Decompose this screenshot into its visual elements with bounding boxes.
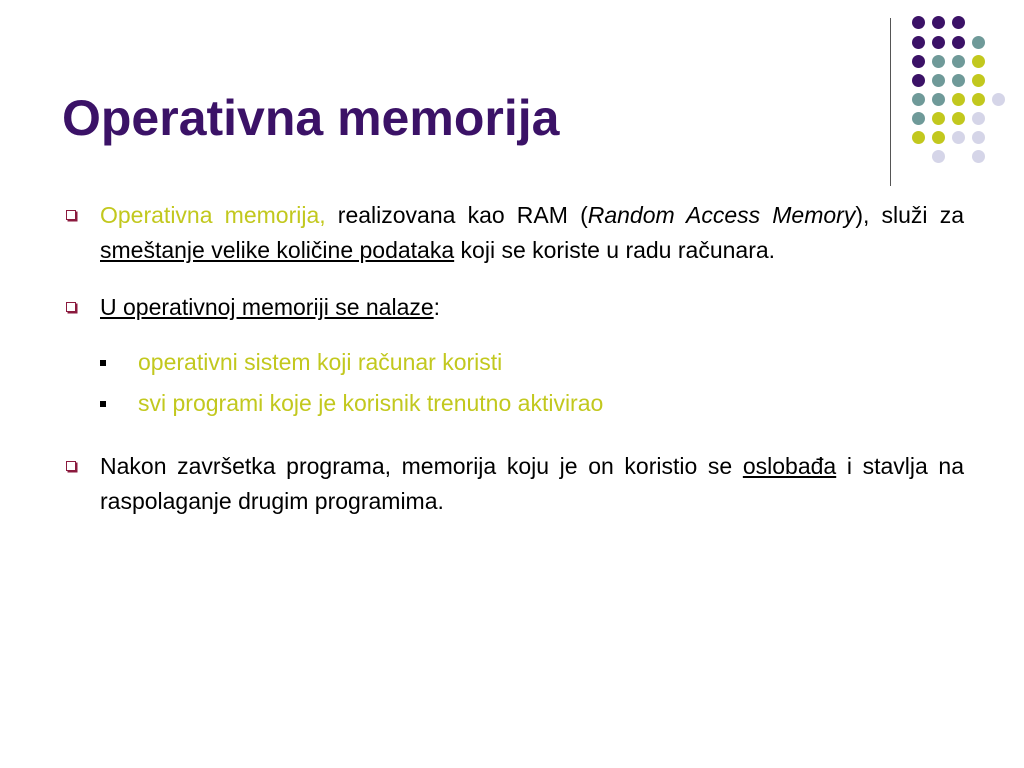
bullet2-suffix: :	[433, 294, 441, 320]
decorative-dot	[972, 36, 985, 49]
bullet-item	[62, 449, 964, 519]
decorative-dot	[952, 55, 965, 68]
decorative-dot	[972, 74, 985, 87]
decorative-dot	[912, 36, 925, 49]
decorative-dot	[952, 16, 965, 29]
bullet2-underlined: U operativnoj memoriji se nalaze	[100, 294, 434, 320]
decorative-dot	[932, 16, 945, 29]
bullet1-text-c: koji se koriste u radu računara.	[454, 237, 776, 263]
decorative-dot	[932, 55, 945, 68]
decorative-dot	[972, 112, 985, 125]
sub-item-text: svi programi koje je korisnik trenutno aktivirao	[138, 390, 604, 416]
slide-title: Operativna memorija	[62, 90, 560, 146]
sub-item	[62, 386, 964, 421]
bullet-item	[62, 290, 964, 325]
decorative-dot	[952, 74, 965, 87]
decorative-dot	[932, 74, 945, 87]
bullet1-text-a: realizovana kao RAM (	[325, 202, 588, 228]
filled-square-bullet-icon	[100, 360, 106, 366]
decorative-dot	[932, 150, 945, 163]
slide-content	[62, 198, 964, 541]
decorative-dot	[972, 93, 985, 106]
decorative-dot	[952, 36, 965, 49]
filled-square-bullet-icon	[100, 401, 106, 407]
hollow-square-bullet-icon	[66, 302, 76, 312]
decorative-dot	[912, 131, 925, 144]
divider-line	[890, 18, 891, 186]
decorative-dot	[952, 93, 965, 106]
decorative-dot	[912, 74, 925, 87]
sub-item-text: operativni sistem koji računar koristi	[138, 349, 503, 375]
bullet1-text-b: ), služi za	[855, 202, 964, 228]
bullet3-underlined: oslobađa	[742, 453, 837, 479]
hollow-square-bullet-icon	[66, 461, 76, 471]
decorative-dot	[912, 93, 925, 106]
decorative-dot	[932, 112, 945, 125]
bullet3-text-a: Nakon završetka programa, memorija koju je on koristio se	[100, 453, 743, 479]
sub-item	[62, 345, 964, 380]
decorative-dot	[932, 36, 945, 49]
decorative-dot	[952, 131, 965, 144]
decorative-dot	[972, 150, 985, 163]
bullet1-underlined: smeštanje velike količine podataka	[100, 237, 455, 263]
decorative-dot	[972, 131, 985, 144]
hollow-square-bullet-icon	[66, 210, 76, 220]
bullet1-italic: Random Access Memory	[587, 202, 856, 228]
bullet3-text-b: i stavlja na raspolaganje drugim programima.	[100, 453, 964, 514]
decorative-dot	[912, 112, 925, 125]
bullet1-highlight: Operativna memorija,	[100, 202, 326, 228]
decorative-dot	[932, 93, 945, 106]
decorative-dot	[912, 16, 925, 29]
decorative-dot	[952, 112, 965, 125]
decorative-dot	[992, 93, 1005, 106]
decorative-dot	[972, 55, 985, 68]
decorative-dot	[912, 55, 925, 68]
bullet-item	[62, 198, 964, 268]
decorative-dot	[932, 131, 945, 144]
